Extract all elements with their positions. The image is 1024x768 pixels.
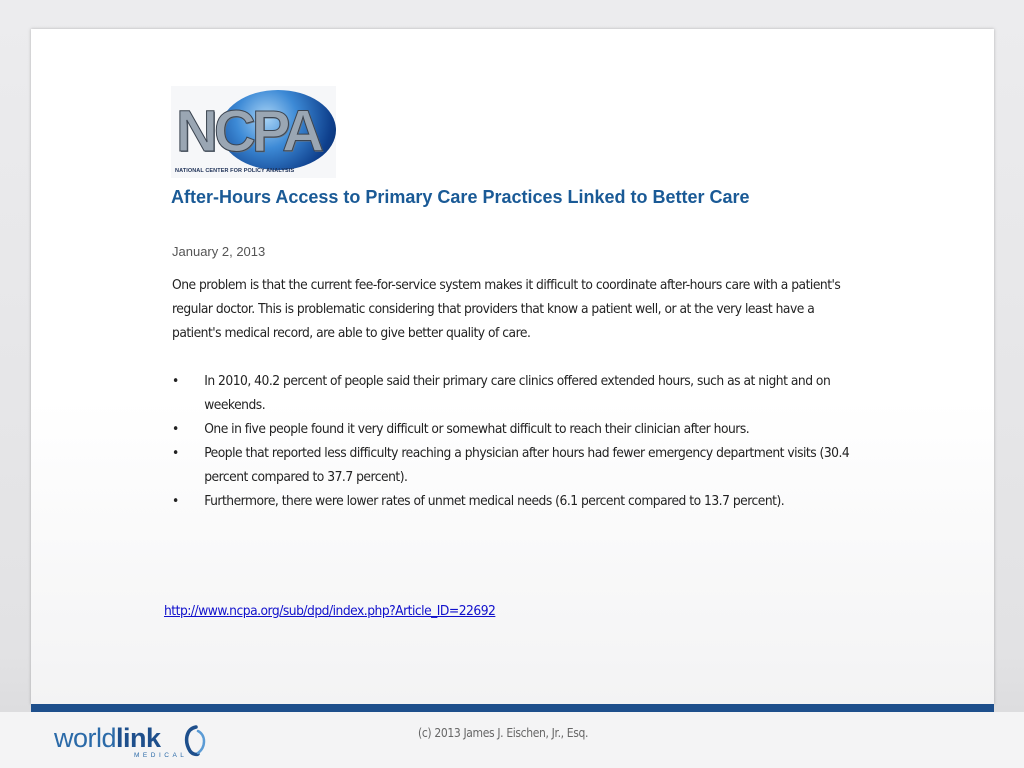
source-link[interactable]: http://www.ncpa.org/sub/dpd/index.php?Article_ID=22692 [164, 604, 496, 619]
brand-heavy: link [116, 723, 161, 753]
ncpa-logo-letters: NCPA [176, 99, 321, 164]
list-item [172, 418, 853, 442]
bullet-list [172, 370, 853, 514]
list-item [172, 370, 853, 418]
swirl-icon [182, 725, 210, 757]
copyright-text: (c) 2013 James J. Eischen, Jr., Esq. [418, 726, 589, 740]
list-item-text: One in five people found it very difficult or somewhat difficult to reach their clinician after hours. [204, 422, 750, 437]
article-body [172, 274, 850, 514]
worldlink-medical-label: MEDICAL [134, 752, 188, 759]
worldlink-wordmark [54, 722, 161, 754]
article-date: January 2, 2013 [172, 244, 266, 259]
bullet-icon: • [172, 374, 179, 389]
list-item-text: Furthermore, there were lower rates of unmet medical needs (6.1 percent compared to 13.7 percent). [204, 494, 785, 509]
list-item-text: People that reported less difficulty reaching a physician after hours had fewer emergency department visits (30.4 percent compared to 37.7 percent). [204, 446, 850, 485]
intro-paragraph: One problem is that the current fee-for-service system makes it difficult to coordinate after-hours care with a patient's regular doctor. This is problematic considering that providers that know a patient well, or at the very least have a patient's medical record, are able to give better quality of care. [172, 278, 841, 341]
bullet-icon: • [172, 494, 179, 509]
ncpa-logo-subtitle: NATIONAL CENTER FOR POLICY ANALYSIS [175, 168, 295, 174]
list-item-text: In 2010, 40.2 percent of people said their primary care clinics offered extended hours, such as at night and on weekends. [204, 374, 831, 413]
card-bottom-bar [31, 704, 994, 712]
article-title: After-Hours Access to Primary Care Practices Linked to Better Care [171, 187, 750, 207]
list-item [172, 442, 853, 490]
list-item [172, 490, 853, 514]
bullet-icon: • [172, 422, 179, 437]
brand-light: world [54, 723, 117, 753]
bullet-icon: • [172, 446, 179, 461]
